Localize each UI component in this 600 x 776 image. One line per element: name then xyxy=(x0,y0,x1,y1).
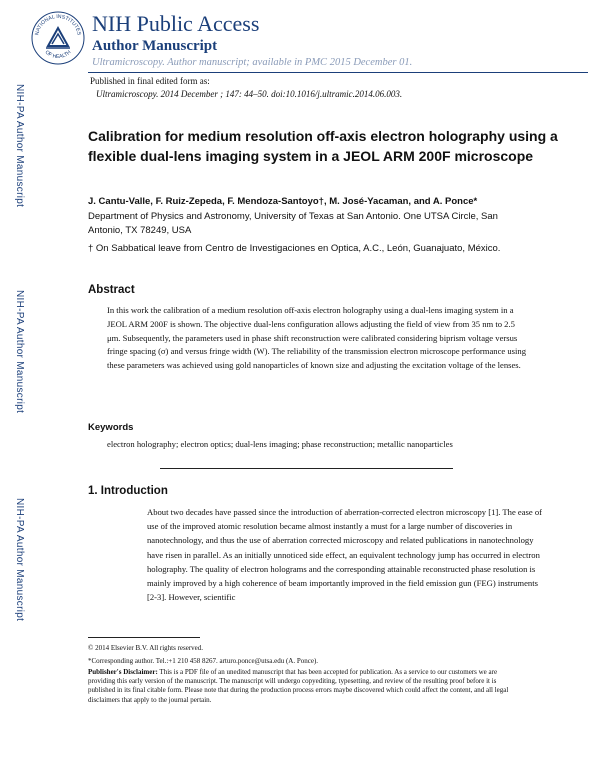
affiliation: Department of Physics and Astronomy, University of Texas at San Antonio. One UTSA Circle, San Antonio, TX 78249, USA xyxy=(88,211,498,236)
disclaimer-text: This is a PDF file of an unedited manuscript that has been accepted for publication. As a service to our customers we are providing this early version of the manuscript. The manuscript will undergo copyediting, typesetting, and review of the resulting proof before it is published in its final citable form. Please note that during the production process errors maybe discovered which could affect the content, and all legal disclaimers that apply to the journal pertain. xyxy=(88,668,509,704)
header-divider xyxy=(88,72,588,73)
nih-logo xyxy=(30,10,86,66)
paper-title: Calibration for medium resolution off-axis electron holography using a flexible dual-lens imaging system in a JEOL ARM 200F microscope xyxy=(88,128,558,164)
corresponding-author-note: *Corresponding author. Tel.:+1 210 458 8267. arturo.ponce@utsa.edu (A. Ponce). xyxy=(88,657,319,665)
copyright-note: © 2014 Elsevier B.V. All rights reserved. xyxy=(88,644,204,652)
section-divider xyxy=(160,468,453,469)
introduction-text: About two decades have passed since the introduction of aberration-corrected electron microscopy [1]. The ease of use of the improved atomic resolution became almost instantly a must for a large number of discoveries in nanotechnology, and thus the use of aberration corrected microscopy and related publications in nanotechnology have risen in parallel. As an initially unnoticed side effect, an equivalent technology jump has occurred in electron holography. The quality of electron holograms and the corresponding attainable reconstructed phase resolution is mainly improved by a high coherence of beam importantly improved in the field emission gun (FEG) instruments [2-3]. However, scientific xyxy=(147,507,542,603)
footnote-divider xyxy=(88,637,200,638)
abstract-text: In this work the calibration of a medium resolution off-axis electron holography using a dual-lens imaging system in a JEOL ARM 200F is shown. The objective dual-lens configuration allows adjusting the field of view from 35 nm to 2.5 μm. Subsequently, the parameters used in phase shift reconstruction were calibrated considering biprism voltage versus fringe spacing (σ) and versus fringe width (W). The reliability of the transmission electron microscope performance using these parameters was achieved using gold nanoparticles of known size and adjusting the excitation voltage of the lenses. xyxy=(107,305,526,371)
availability-note: Ultramicroscopy. Author manuscript; available in PMC 2015 December 01. xyxy=(92,57,413,68)
publisher-disclaimer xyxy=(88,668,523,705)
side-label-3: NIH-PA Author Manuscript xyxy=(14,498,25,622)
side-label-2: NIH-PA Author Manuscript xyxy=(14,290,25,414)
citation-text: Ultramicroscopy. 2014 December ; 147: 44–50. doi:10.1016/j.ultramic.2014.06.003. xyxy=(96,89,403,99)
affiliation-secondary: † On Sabbatical leave from Centro de Investigaciones en Optica, A.C., León, Guanajuato, México. xyxy=(88,243,501,254)
disclaimer-label: Publisher's Disclaimer: xyxy=(88,668,158,676)
keywords-heading: Keywords xyxy=(88,422,134,433)
citation xyxy=(96,89,402,99)
published-label: Published in final edited form as: xyxy=(90,76,210,86)
logo-text-bottom: OF HEALTH xyxy=(43,49,73,61)
logo-text-top: NATIONAL INSTITUTES xyxy=(34,13,82,36)
author-manuscript-subtitle: Author Manuscript xyxy=(92,38,218,54)
introduction-heading: 1. Introduction xyxy=(88,485,168,497)
abstract-heading: Abstract xyxy=(88,284,135,296)
author-list: J. Cantu-Valle, F. Ruiz-Zepeda, F. Mendoza-Santoyo†, M. José-Yacaman, and A. Ponce* xyxy=(88,196,478,207)
side-label-1: NIH-PA Author Manuscript xyxy=(14,84,25,208)
nih-public-access-title: NIH Public Access xyxy=(92,11,260,36)
eagle-emblem-icon xyxy=(46,28,70,48)
keywords-text: electron holography; electron optics; dual-lens imaging; phase reconstruction; metallic nanoparticles xyxy=(107,439,453,449)
